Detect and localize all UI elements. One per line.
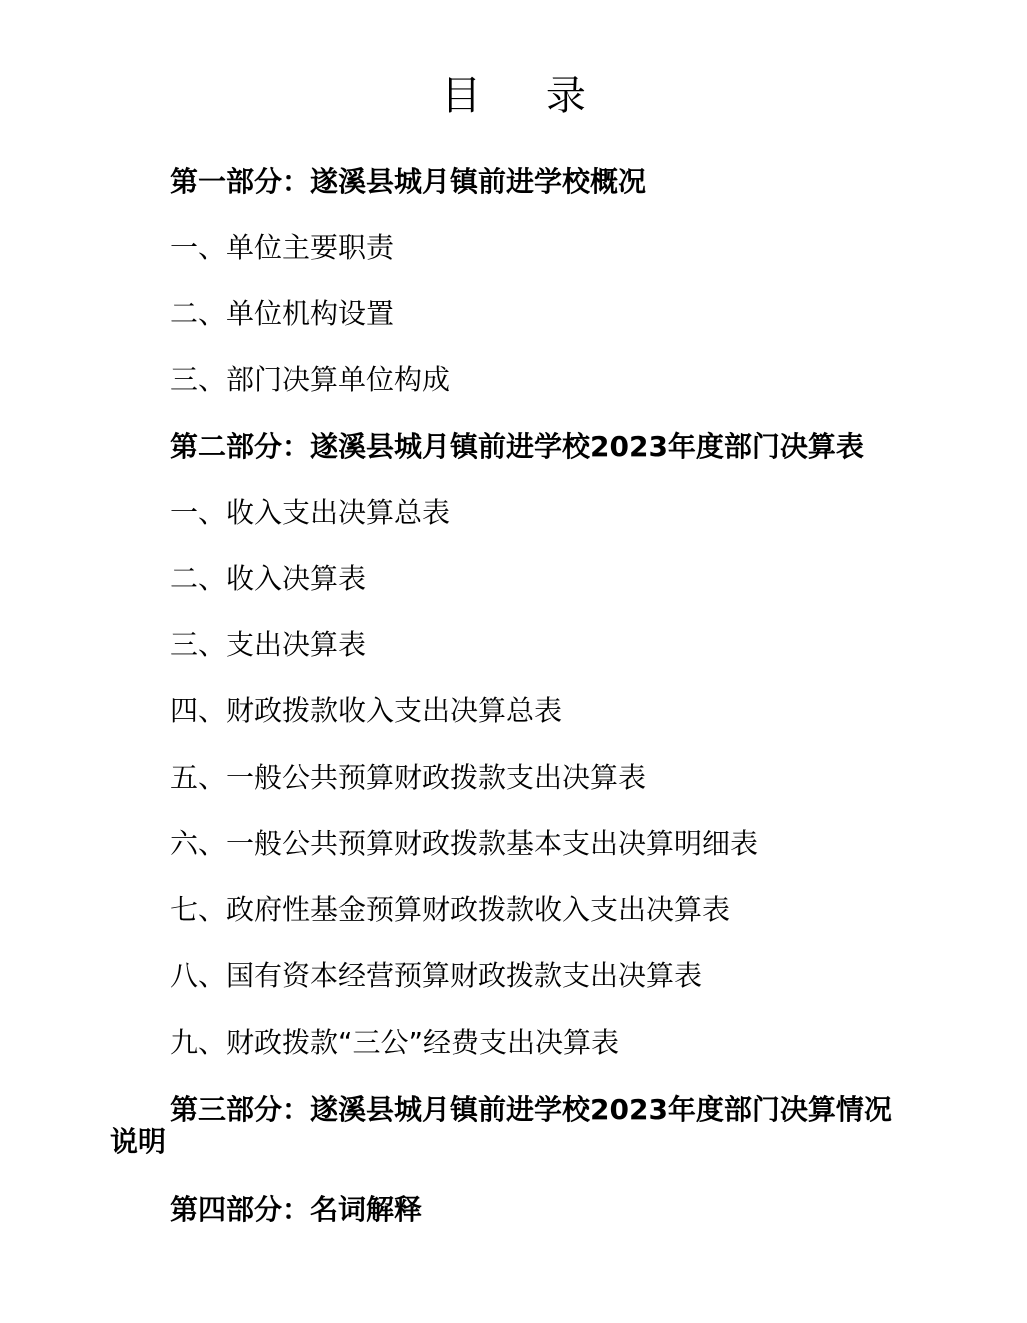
toc-item: 一、单位主要职责 (170, 231, 395, 264)
toc-item: 二、单位机构设置 (170, 297, 395, 330)
toc-part-2-heading: 第二部分：遂溪县城月镇前进学校2023年度部门决算表 (170, 430, 864, 463)
toc-item: 三、部门决算单位构成 (170, 363, 451, 396)
toc-item: 三、支出决算表 (170, 628, 367, 661)
toc-item: 一、收入支出决算总表 (170, 496, 451, 529)
toc-item: 六、一般公共预算财政拨款基本支出决算明细表 (170, 827, 759, 860)
toc-part-3-heading: 第三部分：遂溪县城月镇前进学校2023年度部门决算情况说明 (110, 1093, 892, 1158)
toc-item: 八、国有资本经营预算财政拨款支出决算表 (170, 959, 703, 992)
toc-item: 四、财政拨款收入支出决算总表 (170, 694, 563, 727)
toc-item: 五、一般公共预算财政拨款支出决算表 (170, 761, 647, 794)
page-title: 目 录 (441, 73, 612, 119)
toc-item: 九、财政拨款“三公”经费支出决算表 (170, 1026, 620, 1059)
toc-part-4-heading: 第四部分：名词解释 (170, 1193, 423, 1226)
toc-part-1-heading: 第一部分：遂溪县城月镇前进学校概况 (170, 165, 647, 198)
toc-item: 二、收入决算表 (170, 562, 367, 595)
toc-item: 七、政府性基金预算财政拨款收入支出决算表 (170, 893, 731, 926)
